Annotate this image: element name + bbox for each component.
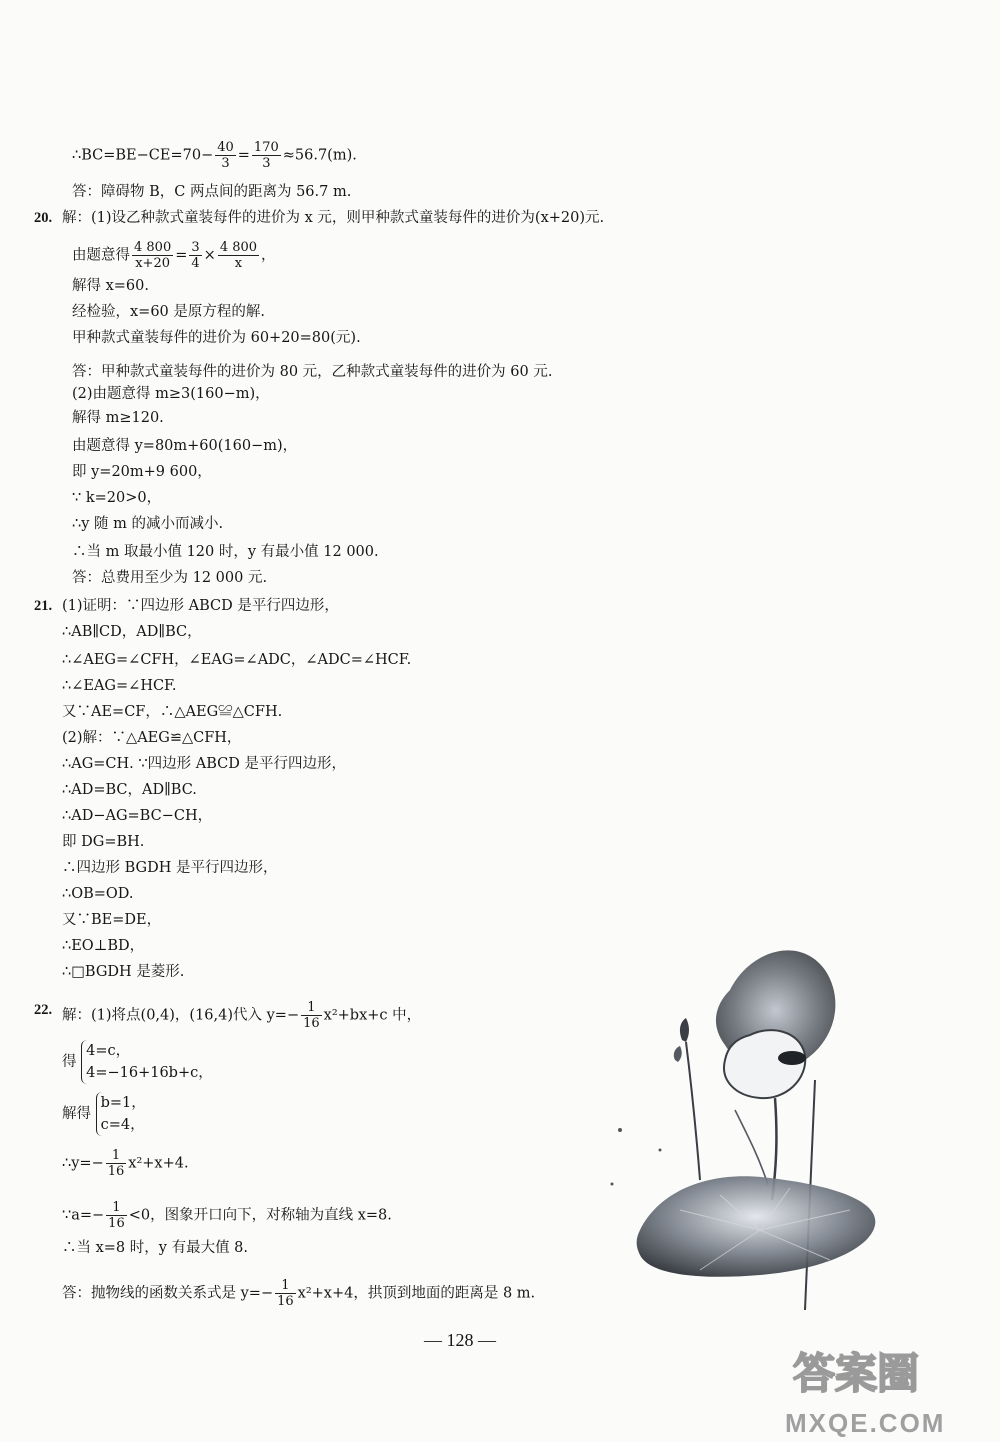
q20-line-6: 答：甲种款式童装每件的进价为 80 元，乙种款式童装每件的进价为 60 元. bbox=[72, 364, 553, 380]
q20-line-13: ∴当 m 取最小值 120 时，y 有最小值 12 000. bbox=[72, 544, 379, 560]
q20-line-12: ∴y 随 m 的减小而减小. bbox=[72, 516, 224, 532]
ink-dot bbox=[611, 1183, 614, 1186]
watermark-logo bbox=[775, 1340, 1000, 1442]
q21-line-10: 即 DG=BH. bbox=[62, 834, 145, 850]
ink-dot bbox=[618, 1128, 622, 1132]
q21-line-4: ∴∠EAG=∠HCF. bbox=[62, 678, 177, 694]
lotus-seedpod bbox=[778, 1051, 806, 1065]
q21-line-7: ∴AG=CH. ∵四边形 ABCD 是平行四边形， bbox=[62, 756, 346, 772]
q22-line-1: 解：(1)将点(0,4)，(16,4)代入 y=− $\frac{1}{16}$ x²+bx+c 中， bbox=[62, 1000, 422, 1031]
question-number-20: 20. bbox=[34, 210, 53, 226]
q22-line-4: ∴y=− $\frac{1}{16}$ x²+x+4. bbox=[62, 1148, 189, 1179]
ink-dot bbox=[659, 1149, 662, 1152]
q22-line-5: ∵a=− $\frac{1}{16}$ <0，图象开口向下，对称轴为直线 x=8. bbox=[62, 1200, 392, 1231]
q21-line-12: ∴OB=OD. bbox=[62, 886, 134, 902]
q20-line-5: 甲种款式童装每件的进价为 60+20=80(元). bbox=[72, 330, 361, 346]
q21-line-11: ∴四边形 BGDH 是平行四边形， bbox=[62, 860, 278, 876]
q20-line-14: 答：总费用至少为 12 000 元. bbox=[72, 570, 268, 586]
line-bc-calc: ∴BC=BE−CE=70− $\frac{40}{3}$ = $\frac{170}{3}$ ≈56.7(m). bbox=[72, 140, 357, 171]
q20-line-3: 解得 x=60. bbox=[72, 278, 149, 294]
q21-line-9: ∴AD−AG=BC−CH， bbox=[62, 808, 213, 824]
page-number: — 128 — bbox=[424, 1330, 496, 1350]
q21-line-8: ∴AD=BC，AD∥BC. bbox=[62, 782, 197, 798]
q21-line-15: ∴□BGDH 是菱形. bbox=[62, 964, 185, 980]
stem-3 bbox=[735, 1110, 768, 1185]
q20-line-9: 由题意得 y=80m+60(160−m)， bbox=[72, 438, 298, 454]
q21-line-14: ∴EO⊥BD， bbox=[62, 938, 145, 954]
q20-line-1: 解：(1)设乙种款式童装每件的进价为 x 元，则甲种款式童装每件的进价为(x+20)元. bbox=[62, 210, 605, 226]
q22-line-7: 答：抛物线的函数关系式是 y=− $\frac{1}{16}$ x²+x+4，拱顶到地面的距离是 8 m. bbox=[62, 1278, 536, 1309]
q21-line-5: 又∵AE=CF，∴△AEG≌△CFH. bbox=[62, 704, 283, 720]
q21-line-1: (1)证明：∵四边形 ABCD 是平行四边形， bbox=[62, 598, 339, 614]
lotus-painting-illustration bbox=[600, 930, 900, 1320]
q20-equation: 由题意得 $\frac{4 800}{x+20}$ = $\frac{3}{4}$ × $\frac{4 800}{x}$ ， bbox=[72, 240, 276, 271]
q21-line-6: (2)解：∵△AEG≌△CFH， bbox=[62, 730, 242, 746]
bud-small bbox=[674, 1046, 682, 1062]
q22-system-2: 解得 b=1， c=4， bbox=[62, 1092, 146, 1136]
q21-line-13: 又∵BE=DE， bbox=[62, 912, 162, 928]
q20-line-11: ∵ k=20>0， bbox=[72, 490, 162, 506]
watermark-chinese-text: 答案圈 bbox=[793, 1349, 920, 1398]
q20-line-10: 即 y=20m+9 600， bbox=[72, 464, 212, 480]
q22-line-6: ∴当 x=8 时，y 有最大值 8. bbox=[62, 1240, 249, 1256]
bud-left bbox=[680, 1018, 689, 1042]
q20-line-4: 经检验，x=60 是原方程的解. bbox=[72, 304, 265, 320]
watermark-url-text: MXQE.COM bbox=[785, 1408, 946, 1438]
q22-system-1: 得 4=c， 4=−16+16b+c， bbox=[62, 1040, 213, 1084]
solution-system: b=1， c=4， bbox=[96, 1092, 146, 1136]
answer-line: 答：障碍物 B，C 两点间的距离为 56.7 m. bbox=[72, 184, 352, 200]
question-number-22: 22. bbox=[34, 1002, 53, 1018]
q21-line-2: ∴AB∥CD，AD∥BC， bbox=[62, 624, 202, 640]
q21-line-3: ∴∠AEG=∠CFH，∠EAG=∠ADC，∠ADC=∠HCF. bbox=[62, 652, 412, 668]
question-number-21: 21. bbox=[34, 598, 53, 614]
stem-1 bbox=[686, 1042, 700, 1180]
q20-line-8: 解得 m≥120. bbox=[72, 410, 164, 426]
q20-line-7: (2)由题意得 m≥3(160−m)， bbox=[72, 386, 270, 402]
equation-system: 4=c， 4=−16+16b+c， bbox=[81, 1040, 213, 1084]
